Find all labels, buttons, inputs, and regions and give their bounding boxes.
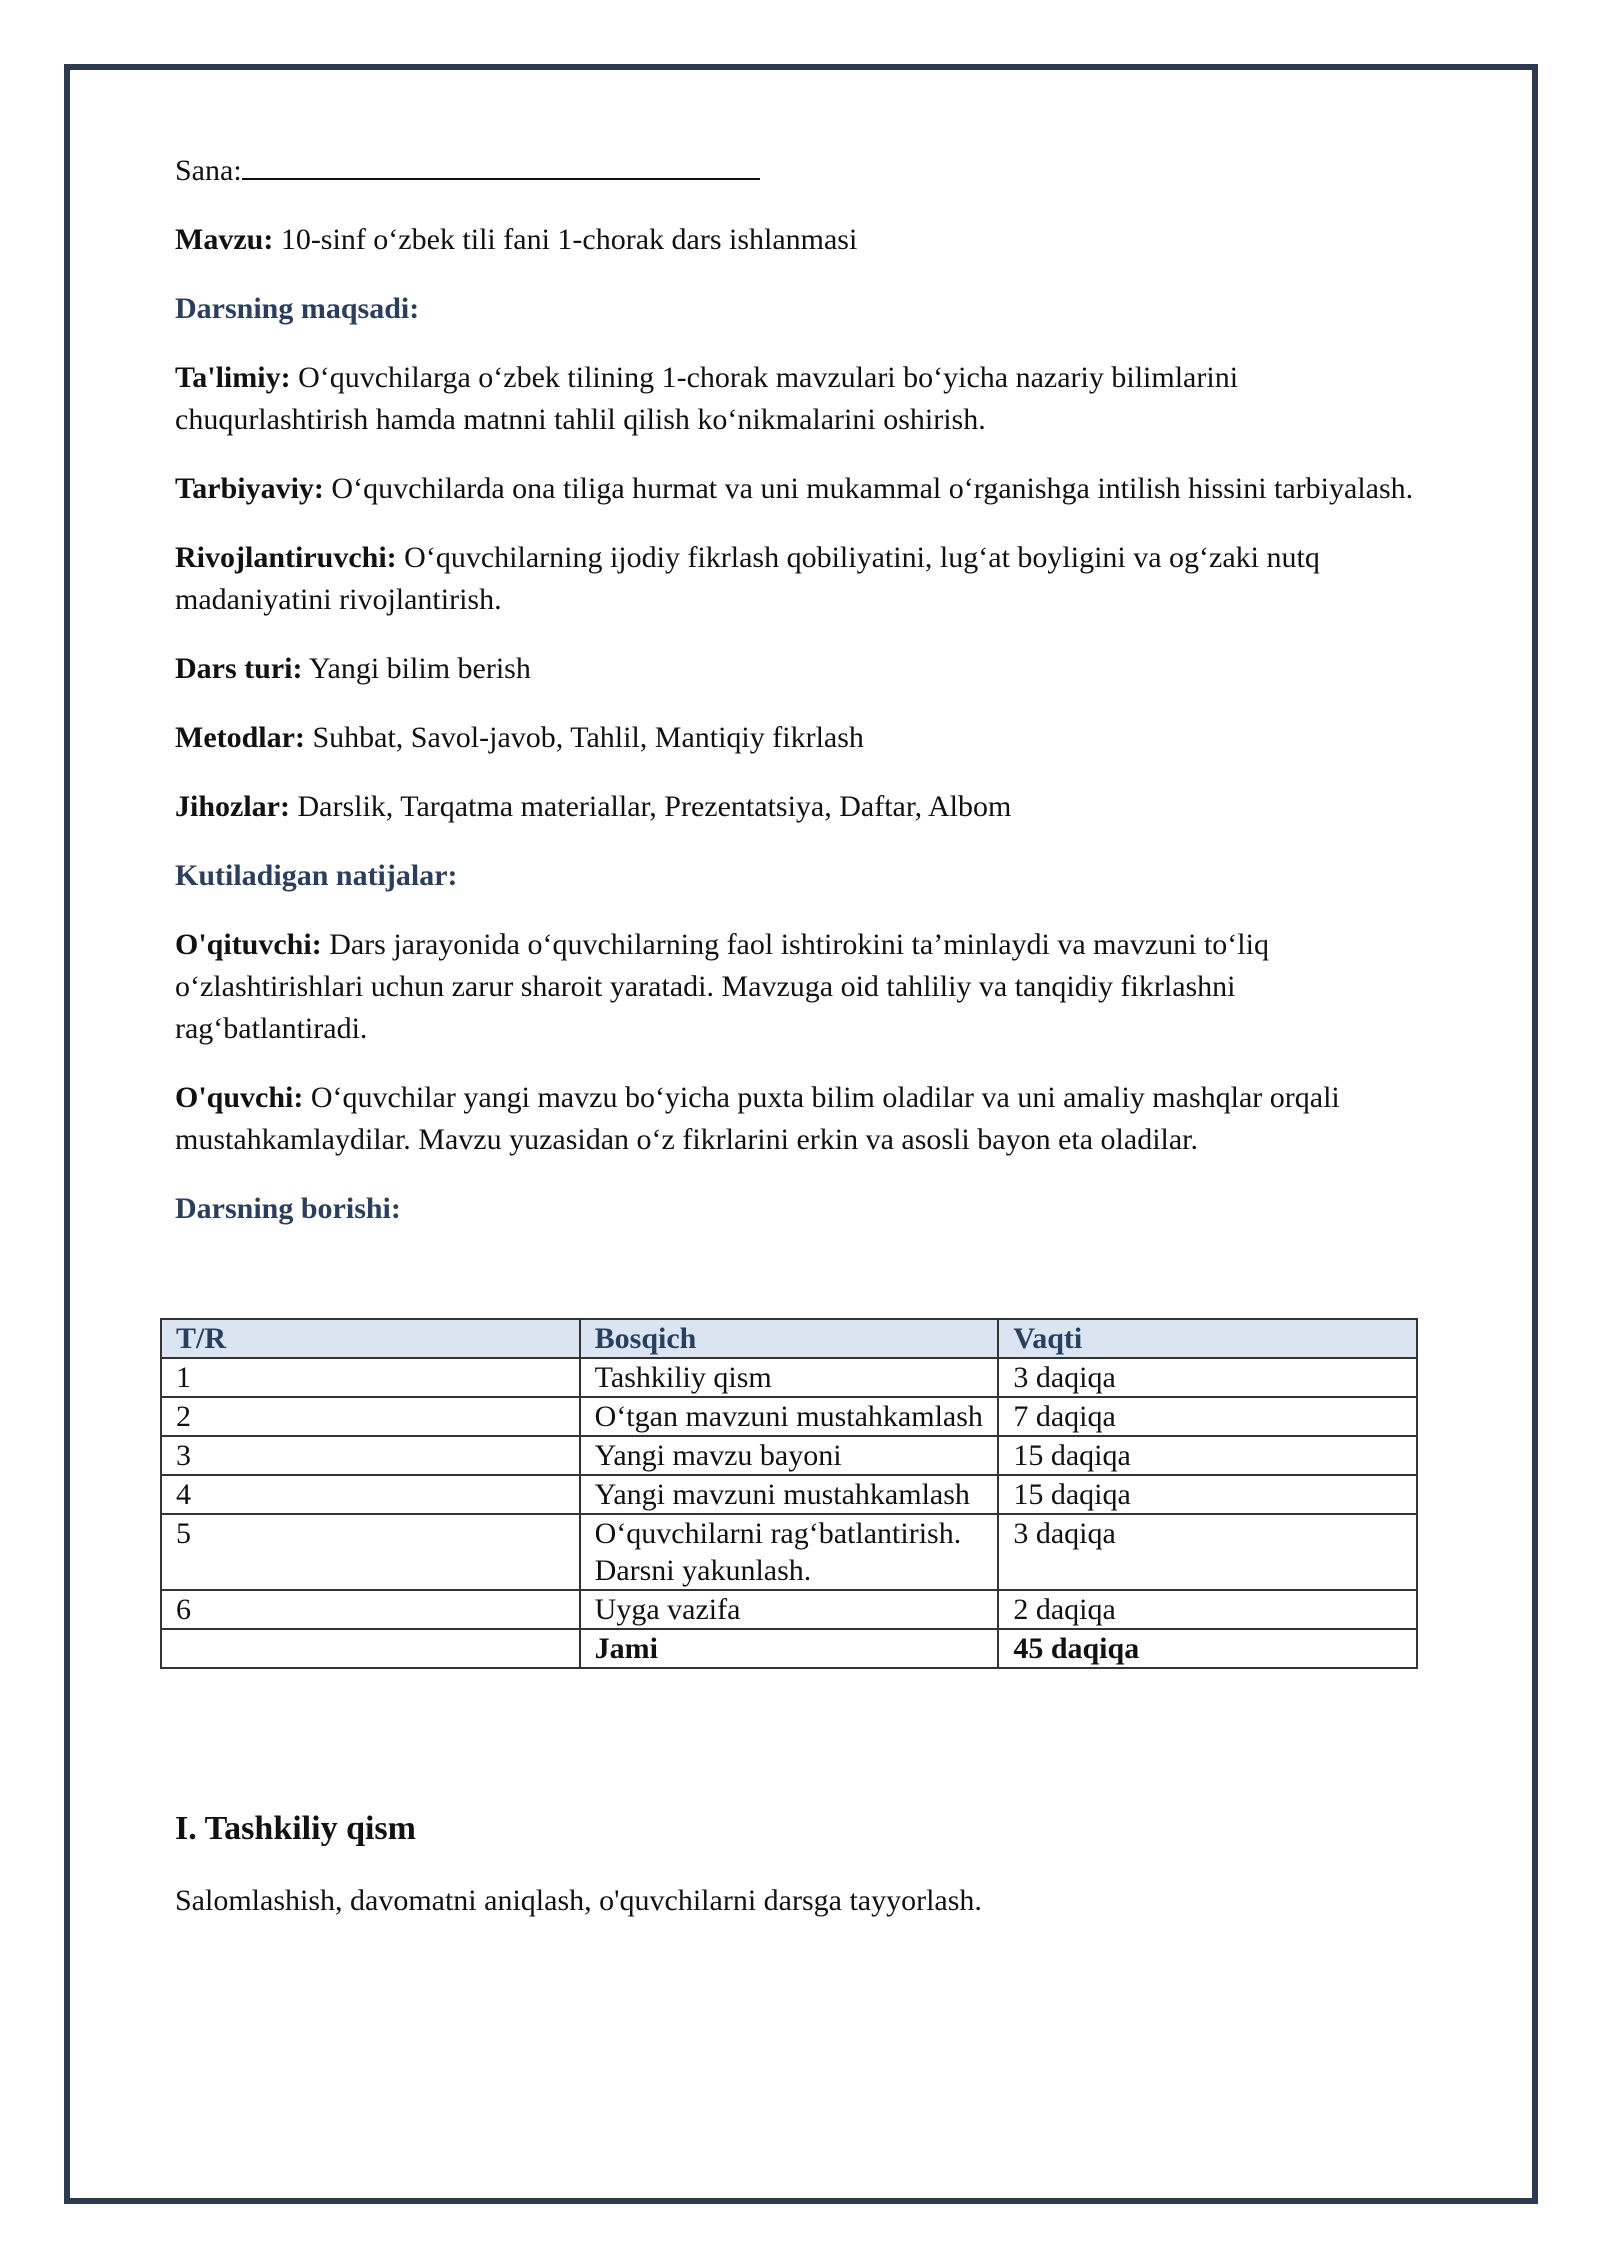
- student-outcome-label: O'quvchi:: [175, 1081, 304, 1114]
- methods-text: Suhbat, Savol-javob, Tahlil, Mantiqiy fikrlash: [304, 721, 864, 754]
- table-cell-stage: Yangi mavzuni mustahkamlash: [580, 1475, 999, 1514]
- upbringing-goal-label: Tarbiyaviy:: [175, 472, 324, 505]
- table-cell-number: 1: [161, 1358, 580, 1397]
- table-cell-time: 7 daqiqa: [998, 1397, 1417, 1436]
- developmental-goal: [175, 537, 1425, 621]
- table-cell-number: [161, 1629, 580, 1668]
- teacher-outcome-text: Dars jarayonida o‘quvchilarning faol ishtirokini ta’minlaydi va mavzuni to‘liq o‘zlashtirishlari uchun zarur sharoit yaratadi. Mavzuga oid tahliliy va tanqidiy fikrlashni rag‘batlantiradi.: [175, 928, 1269, 1045]
- section-text: Salomlashish, davomatni aniqlash, o'quvchilarni darsga tayyorlash.: [175, 1884, 982, 1917]
- equipment: [175, 786, 1425, 828]
- methods-label: Metodlar:: [175, 721, 305, 754]
- table-cell-number: 2: [161, 1397, 580, 1436]
- date-line: [175, 148, 1425, 192]
- methods: [175, 717, 1425, 759]
- table-row: [161, 1436, 1417, 1475]
- equipment-text: Darslik, Tarqatma materiallar, Prezentatsiya, Daftar, Albom: [289, 790, 1012, 823]
- table-row: [161, 1358, 1417, 1397]
- teacher-outcome: [175, 924, 1425, 1050]
- table-header-row: [161, 1319, 1417, 1358]
- section-title: I. Tashkiliy qism: [175, 1810, 416, 1847]
- upbringing-goal: [175, 468, 1425, 510]
- student-outcome: [175, 1077, 1425, 1161]
- table-row: [161, 1397, 1417, 1436]
- table-cell-number: 6: [161, 1590, 580, 1629]
- table-row: [161, 1514, 1417, 1590]
- table-cell-time: 15 daqiqa: [998, 1436, 1417, 1475]
- developmental-goal-text: O‘quvchilarning ijodiy fikrlash qobiliyatini, lug‘at boyligini va og‘zaki nutq madaniyatini rivojlantirish.: [175, 541, 1320, 616]
- date-blank: [242, 148, 760, 180]
- lesson-type-label: Dars turi:: [175, 652, 303, 685]
- educational-goal-label: Ta'limiy:: [175, 361, 291, 394]
- goals-heading: Darsning maqsadi:: [175, 292, 420, 325]
- educational-goal: [175, 357, 1425, 441]
- column-header-stage: Bosqich: [580, 1319, 999, 1358]
- upbringing-goal-text: O‘quvchilarda ona tiliga hurmat va uni mukammal o‘rganishga intilish hissini tarbiyalash.: [323, 472, 1414, 505]
- table-cell-number: 3: [161, 1436, 580, 1475]
- table-cell-stage: Tashkiliy qism: [580, 1358, 999, 1397]
- table-total-label: Jami: [580, 1629, 999, 1668]
- educational-goal-text: O‘quvchilarga o‘zbek tilining 1-chorak mavzulari bo‘yicha nazariy bilimlarini chuqurlashtirish hamda matnni tahlil qilish ko‘nikmalarini oshirish.: [175, 361, 1239, 436]
- lesson-plan-body: [175, 148, 1425, 1257]
- table-cell-stage: O‘quvchilarni rag‘batlantirish. Darsni yakunlash.: [580, 1514, 999, 1590]
- table-cell-time: 3 daqiqa: [998, 1514, 1417, 1590]
- table-cell-stage: Yangi mavzu bayoni: [580, 1436, 999, 1475]
- outcomes-heading: Kutiladigan natijalar:: [175, 859, 458, 892]
- table-total-row: [161, 1629, 1417, 1668]
- lesson-type: [175, 648, 1425, 690]
- topic-paragraph: [175, 219, 1425, 261]
- date-label: Sana:: [175, 154, 242, 187]
- topic-text: 10-sinf o‘zbek tili fani 1-chorak dars ishlanmasi: [273, 223, 858, 256]
- topic-label: Mavzu:: [175, 223, 274, 256]
- table-cell-stage: O‘tgan mavzuni mustahkamlash: [580, 1397, 999, 1436]
- equipment-label: Jihozlar:: [175, 790, 290, 823]
- lesson-type-text: Yangi bilim berish: [302, 652, 531, 685]
- table-row: [161, 1475, 1417, 1514]
- lesson-stages-table: [160, 1318, 1418, 1669]
- table-total-time: 45 daqiqa: [998, 1629, 1417, 1668]
- column-header-time: Vaqti: [998, 1319, 1417, 1358]
- table-cell-time: 15 daqiqa: [998, 1475, 1417, 1514]
- table-row: [161, 1590, 1417, 1629]
- column-header-number: T/R: [161, 1319, 580, 1358]
- lesson-flow-heading: Darsning borishi:: [175, 1192, 401, 1225]
- developmental-goal-label: Rivojlantiruvchi:: [175, 541, 397, 574]
- table-cell-time: 2 daqiqa: [998, 1590, 1417, 1629]
- table-cell-stage: Uyga vazifa: [580, 1590, 999, 1629]
- table-cell-number: 5: [161, 1514, 580, 1590]
- student-outcome-text: O‘quvchilar yangi mavzu bo‘yicha puxta bilim oladilar va uni amaliy mashqlar orqali mustahkamlaydilar. Mavzu yuzasidan o‘z fikrlarini erkin va asosli bayon eta oladilar.: [175, 1081, 1340, 1156]
- table-cell-number: 4: [161, 1475, 580, 1514]
- table-cell-time: 3 daqiqa: [998, 1358, 1417, 1397]
- teacher-outcome-label: O'qituvchi:: [175, 928, 322, 961]
